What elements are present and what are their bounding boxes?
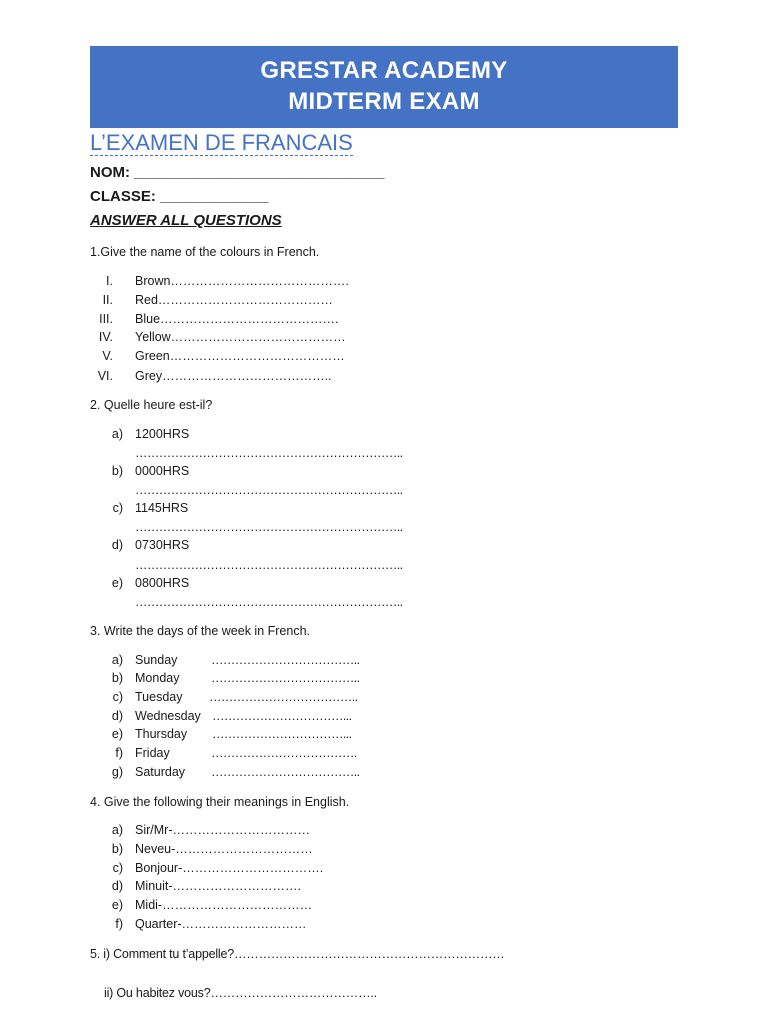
list-item: Yellow…………………………………… <box>135 330 346 344</box>
list-marker: f) <box>115 917 123 931</box>
list-item: Quarter-………………………… <box>135 917 307 931</box>
list-marker: a) <box>111 653 123 667</box>
list-marker: V. <box>102 349 113 363</box>
list-marker: b) <box>111 671 123 685</box>
instruction: ANSWER ALL QUESTIONS <box>90 212 282 229</box>
list-marker: c) <box>112 861 123 875</box>
list-item: Blue……………………………………. <box>135 312 339 326</box>
answer-line: ……………………………….. <box>211 653 360 667</box>
list-marker: f) <box>115 746 123 760</box>
list-marker: a) <box>111 823 123 837</box>
header-banner <box>90 46 678 128</box>
list-item: Sir/Mr-…………………………… <box>135 823 310 837</box>
list-marker: d) <box>111 538 123 552</box>
list-marker: c) <box>112 690 123 704</box>
list-item: Tuesday <box>135 690 183 704</box>
list-marker: VI. <box>97 369 113 383</box>
list-item: 1145HRS <box>135 501 189 515</box>
list-item: Bonjour-……………………………. <box>135 861 324 875</box>
answer-line: ………………………………………………………….. <box>135 483 403 497</box>
list-marker: b) <box>111 464 123 478</box>
list-marker: IV. <box>98 330 113 344</box>
list-marker: b) <box>111 842 123 856</box>
list-item: 1200HRS <box>135 427 190 441</box>
answer-line: ………………………………………………………….. <box>135 520 403 534</box>
list-item: Brown……………………………………. <box>135 274 349 288</box>
list-marker: e) <box>111 727 123 741</box>
list-item: Saturday <box>135 765 186 779</box>
list-marker: I. <box>106 274 113 288</box>
list-marker: a) <box>111 427 123 441</box>
answer-line: ………………………………. <box>211 746 357 760</box>
question-5-part-1: 5. i) Comment tu t’appelle?………………………………………………………… <box>90 947 505 961</box>
answer-line: ………………………………………………………….. <box>135 595 403 609</box>
answer-line: ………………………………………………………….. <box>135 446 403 460</box>
list-item: Red…………………………………… <box>135 293 333 307</box>
list-item: 0800HRS <box>135 576 190 590</box>
list-item: Grey………………………………….. <box>135 369 332 383</box>
list-item: 0000HRS <box>135 464 190 478</box>
list-marker: g) <box>111 765 123 779</box>
list-item: Monday <box>135 671 180 685</box>
exam-title: L’EXAMEN DE FRANCAIS <box>90 130 353 155</box>
list-marker: d) <box>111 879 123 893</box>
answer-line: ……………………………….. <box>211 765 360 779</box>
classe-field: CLASSE: _____________ <box>90 188 269 205</box>
list-item: Sunday <box>135 653 178 667</box>
answer-line: ………………………………………………………….. <box>135 558 403 572</box>
question-1: 1.Give the name of the colours in French. <box>90 245 320 259</box>
question-5-part-2: ii) Ou habitez vous?………………………………….. <box>104 986 377 1000</box>
list-marker: III. <box>99 312 113 326</box>
list-item: Midi-……………………………… <box>135 898 313 912</box>
exam-name: MIDTERM EXAM <box>288 88 480 115</box>
answer-line: ……………………………... <box>212 709 352 723</box>
list-item: Minuit-…………………………. <box>135 879 301 893</box>
list-item: Friday <box>135 746 170 760</box>
list-marker: c) <box>112 501 123 515</box>
question-3: 3. Write the days of the week in French. <box>90 624 311 638</box>
list-item: 0730HRS <box>135 538 190 552</box>
list-marker: II. <box>102 293 113 307</box>
answer-line: ……………………………….. <box>209 690 358 704</box>
list-item: Thursday <box>135 727 188 741</box>
list-marker: e) <box>111 898 123 912</box>
list-marker: e) <box>111 576 123 590</box>
nom-field: NOM: ______________________________ <box>90 164 385 181</box>
question-4: 4. Give the following their meanings in English. <box>90 795 350 809</box>
list-marker: d) <box>111 709 123 723</box>
answer-line: ……………………………….. <box>211 671 360 685</box>
school-name: GRESTAR ACADEMY <box>260 57 508 84</box>
list-item: Wednesday <box>135 709 201 723</box>
list-item: Green…………………………………… <box>135 349 345 363</box>
list-item: Neveu-…………………………… <box>135 842 313 856</box>
question-2: 2. Quelle heure est-il? <box>90 398 213 412</box>
answer-line: ……………………………... <box>212 727 352 741</box>
